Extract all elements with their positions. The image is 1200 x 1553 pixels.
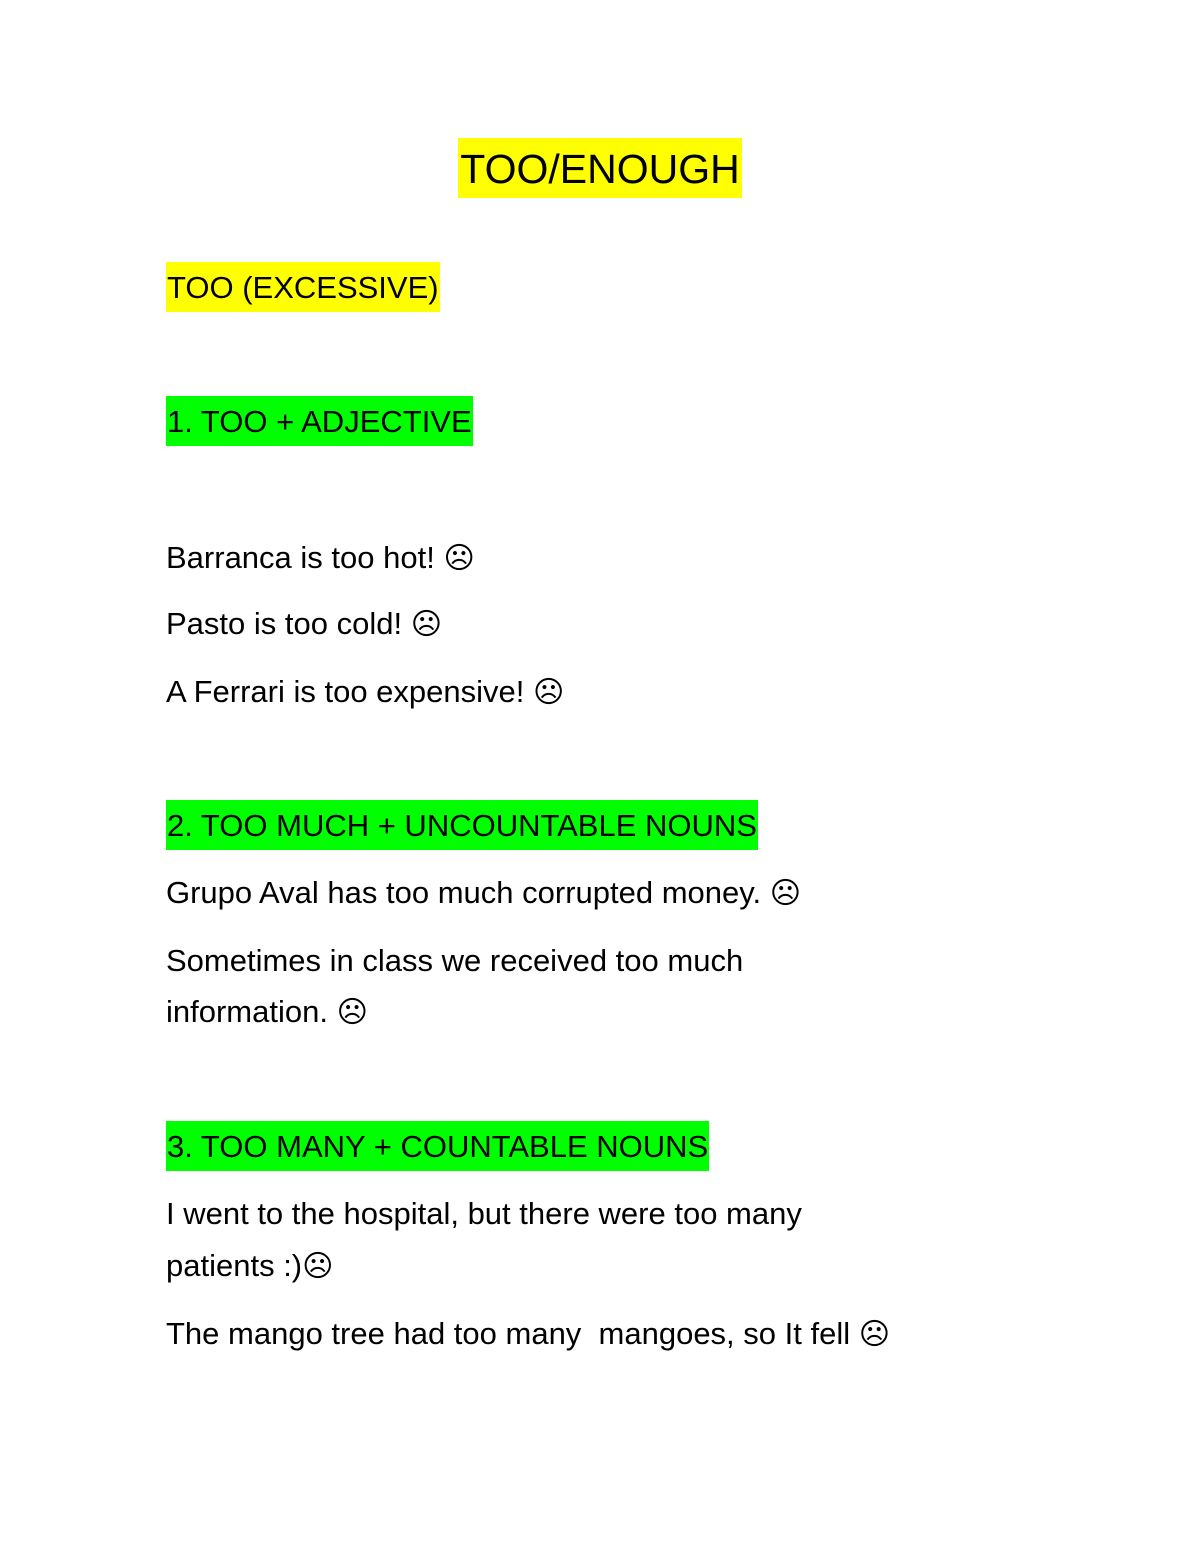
subtitle-row bbox=[166, 262, 440, 313]
example-text: A Ferrari is too expensive! bbox=[166, 674, 533, 709]
section-3-heading: 3. TOO MANY + COUNTABLE NOUNS bbox=[166, 1121, 709, 1171]
document-title: TOO/ENOUGH bbox=[458, 138, 741, 198]
section-1-heading: 1. TOO + ADJECTIVE bbox=[166, 396, 473, 446]
example-line bbox=[166, 1240, 333, 1292]
sad-face-icon: ☹ bbox=[858, 1317, 890, 1352]
document-title-row bbox=[0, 138, 1200, 198]
example-text: Sometimes in class we received too much bbox=[166, 943, 744, 978]
example-text: information. bbox=[166, 994, 337, 1029]
example-line bbox=[166, 1188, 802, 1239]
example-text: I went to the hospital, but there were too many bbox=[166, 1196, 802, 1231]
example-line bbox=[166, 935, 743, 986]
example-line bbox=[166, 867, 801, 919]
sad-face-icon: ☹ bbox=[336, 995, 368, 1030]
example-line bbox=[166, 986, 368, 1038]
example-text: patients :) bbox=[166, 1248, 303, 1283]
subtitle-excessive: TOO (EXCESSIVE) bbox=[166, 262, 440, 312]
section-1-heading-row bbox=[166, 396, 473, 447]
example-line bbox=[166, 598, 442, 650]
example-text: Barranca is too hot! bbox=[166, 540, 444, 575]
example-text: The mango tree had too many mangoes, so It fell bbox=[166, 1316, 859, 1351]
sad-face-icon: ☹ bbox=[443, 541, 475, 576]
section-2-heading-row bbox=[166, 800, 758, 851]
sad-face-icon: ☹ bbox=[302, 1249, 334, 1284]
sad-face-icon: ☹ bbox=[410, 607, 442, 642]
example-text: Grupo Aval has too much corrupted money. bbox=[166, 875, 770, 910]
sad-face-icon: ☹ bbox=[769, 876, 801, 911]
example-line bbox=[166, 532, 475, 584]
sad-face-icon: ☹ bbox=[533, 675, 565, 710]
example-line bbox=[166, 666, 564, 718]
example-text: Pasto is too cold! bbox=[166, 606, 411, 641]
section-2-heading: 2. TOO MUCH + UNCOUNTABLE NOUNS bbox=[166, 800, 758, 850]
section-3-heading-row bbox=[166, 1121, 709, 1172]
example-line bbox=[166, 1308, 890, 1360]
